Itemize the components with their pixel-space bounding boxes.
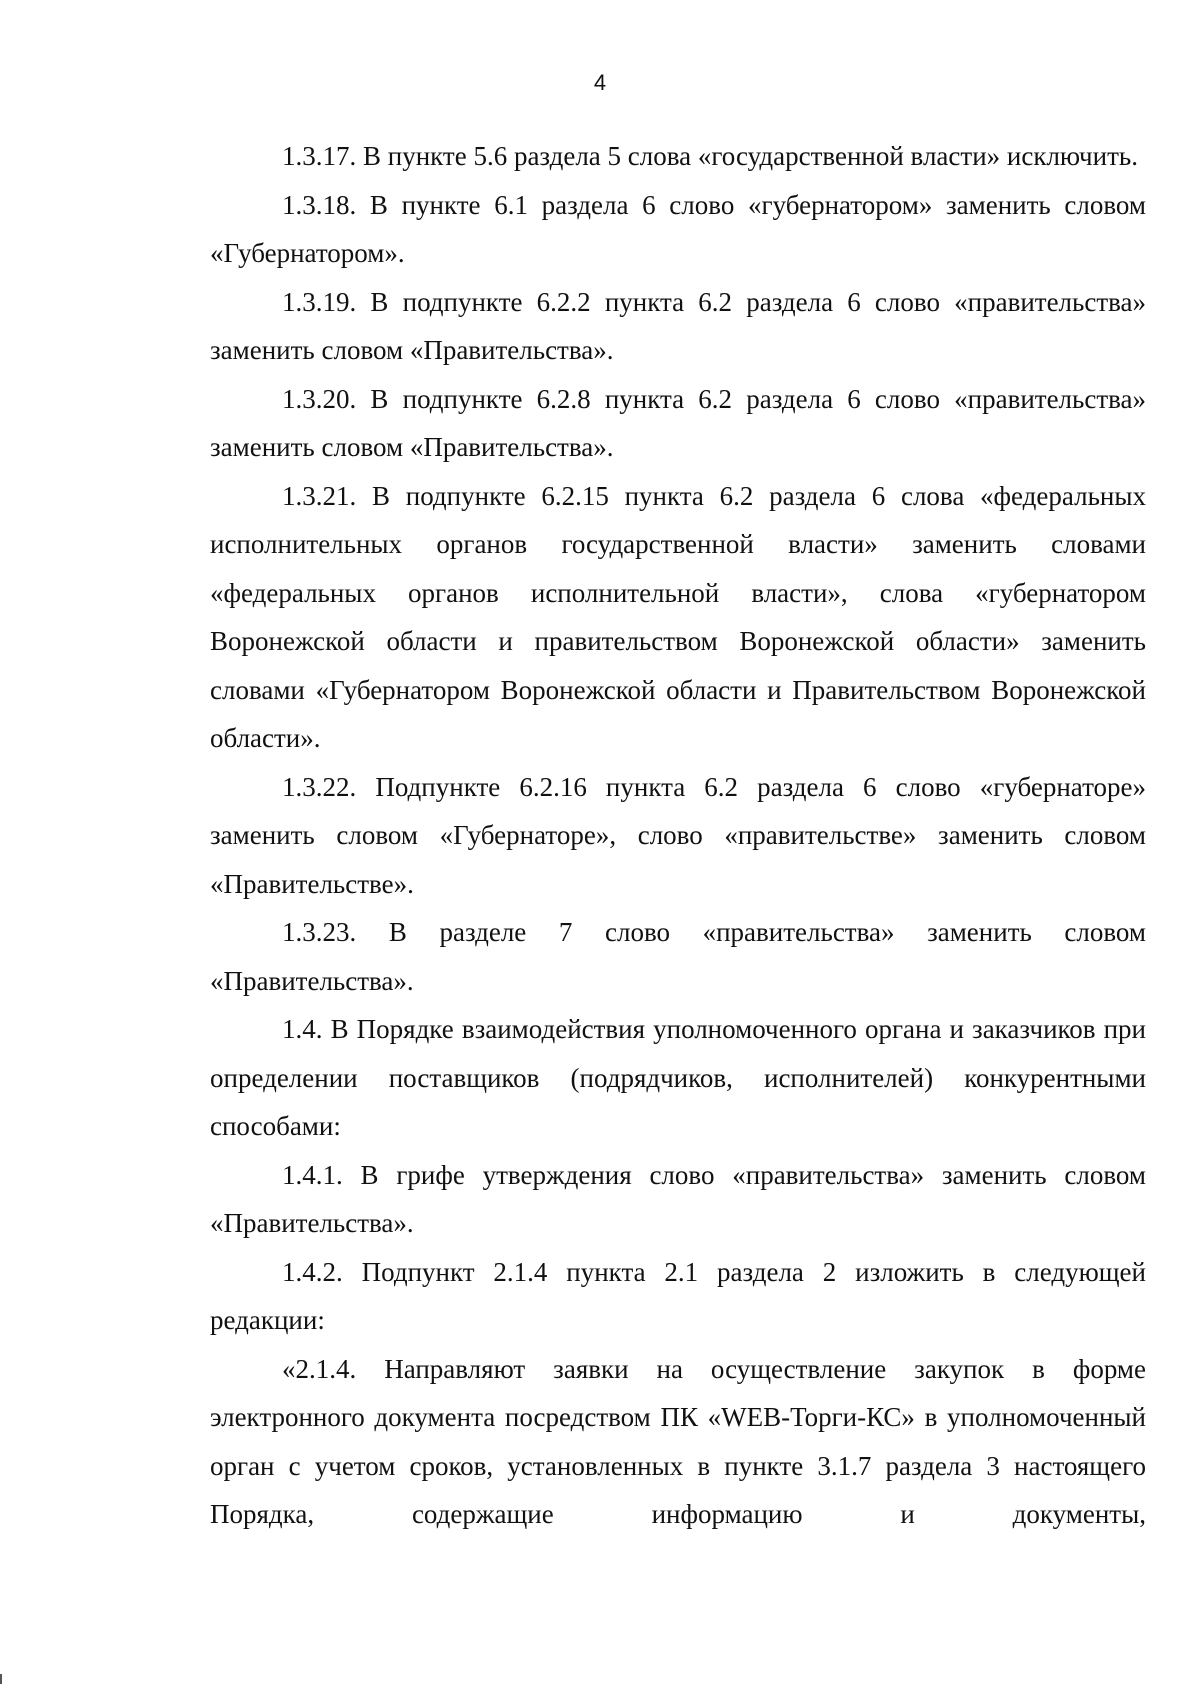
- scan-artifact: [0, 1674, 2, 1684]
- paragraph-1-3-19: 1.3.19. В подпункте 6.2.2 пункта 6.2 раздела 6 слово «правительства» заменить словом «Правительства».: [210, 286, 1146, 365]
- paragraph-1-4: 1.4. В Порядке взаимодействия уполномоченного органа и заказчиков при определении поставщиков (подрядчиков, исполнителей) конкурентными способами:: [210, 1014, 1146, 1141]
- document-body: [210, 132, 1146, 1539]
- paragraph-1-3-20: 1.3.20. В подпункте 6.2.8 пункта 6.2 раздела 6 слово «правительства» заменить словом «Правительства».: [210, 383, 1146, 462]
- page-number: 4: [593, 70, 607, 95]
- paragraph-2-1-4-quote: «2.1.4. Направляют заявки на осуществление закупок в форме электронного документа посредством ПК «WEB-Торги-КС» в уполномоченный орган с учетом сроков, установленных в пункте 3.1.7 раздела 3 настоящего Порядка, содержащие информацию и документы,: [210, 1353, 1146, 1529]
- paragraph-1-3-22: 1.3.22. Подпункте 6.2.16 пункта 6.2 раздела 6 слово «губернаторе» заменить словом «Губернаторе», слово «правительстве» заменить словом «Правительстве».: [210, 771, 1146, 899]
- paragraph-1-3-18: 1.3.18. В пункте 6.1 раздела 6 слово «губернатором» заменить словом «Губернатором».: [210, 189, 1146, 268]
- paragraph-1-4-1: 1.4.1. В грифе утверждения слово «правительства» заменить словом «Правительства».: [210, 1159, 1146, 1238]
- paragraph-1-3-21: 1.3.21. В подпункте 6.2.15 пункта 6.2 раздела 6 слова «федеральных исполнительных органов государственной власти» заменить словами «федеральных органов исполнительной власти», слова «губернатором Воронежской области и правительством Воронежской области» заменить словами «Губернатором Воронежской области и Правительством Воронежской области».: [210, 480, 1146, 753]
- paragraph-1-3-17: 1.3.17. В пункте 5.6 раздела 5 слова «государственной власти» исключить.: [282, 141, 1138, 171]
- paragraph-1-4-2: 1.4.2. Подпункт 2.1.4 пункта 2.1 раздела 2 изложить в следующей редакции:: [210, 1256, 1146, 1335]
- paragraph-1-3-23: 1.3.23. В разделе 7 слово «правительства» заменить словом «Правительства».: [210, 917, 1146, 996]
